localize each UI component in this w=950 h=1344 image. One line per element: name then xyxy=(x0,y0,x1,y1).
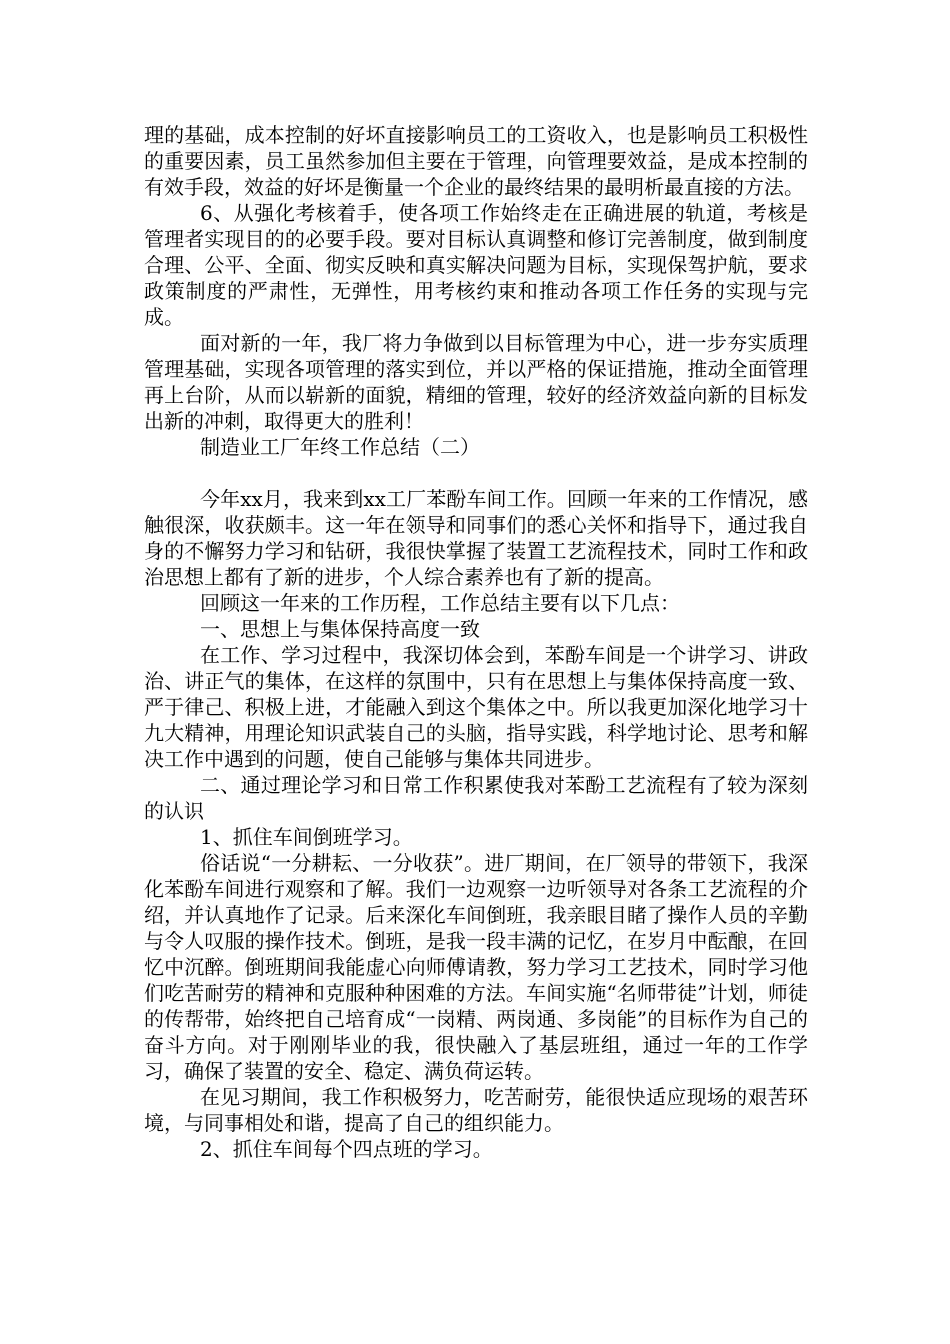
paragraph-intro: 今年xx月，我来到xx工厂苯酚车间工作。回顾一年来的工作情况，感触很深，收获颇丰。这一年在领导和同事们的悉心关怀和指导下，通过我自身的不懈努力学习和钻研，我很快掌握了装置工艺流程技术，同时工作和政治思想上都有了新的进步，个人综合素养也有了新的提高。 xyxy=(144,487,808,589)
document-page xyxy=(144,122,808,1162)
paragraph-shift-learning: 俗话说“一分耕耘、一分收获”。进厂期间，在厂领导的带领下，我深化苯酚车间进行观察和了解。我们一边观察一边听领导对各条工艺流程的介绍，并认真地作了记录。后来深化车间倒班，我亲眼目睹了操作人员的辛勤与令人叹服的操作技术。倒班，是我一段丰满的记忆，在岁月中酝酿，在回忆中沉醉。倒班期间我能虚心向师傅请教，努力学习工艺技术，同时学习他们吃苦耐劳的精神和克服种种困难的方法。车间实施“名师带徒”计划，师徒的传帮带，始终把自己培育成“一岗精、两岗通、多岗能”的目标作为自己的奋斗方向。对于刚刚毕业的我，很快融入了基层班组，通过一年的工作学习，确保了装置的安全、稳定、满负荷运转。 xyxy=(144,851,808,1083)
paragraph-thought-alignment: 在工作、学习过程中，我深切体会到，苯酚车间是一个讲学习、讲政治、讲正气的集体，在这样的氛围中，只有在思想上与集体保持高度一致、严于律己、积极上进，才能融入到这个集体之中。所以我更加深化地学习十九大精神，用理论知识武装自己的头脑，指导实践，科学地讨论、思考和解决工作中遇到的问题，使自己能够与集体共同进步。 xyxy=(144,643,808,771)
section-title-part-two: 制造业工厂年终工作总结（二） xyxy=(200,435,480,459)
paragraph-item-6-assessment: 6、从强化考核着手，使各项工作始终走在正确进展的轨道，考核是管理者实现目的的必要手段。要对目标认真调整和修订完善制度，做到制度合理、公平、全面、彻实反映和真实解决问题为目标，实现保驾护航，要求政策制度的严肃性，无弹性，用考核约束和推动各项工作任务的实现与完成。 xyxy=(144,201,808,329)
heading-point-two: 二、通过理论学习和日常工作积累使我对苯酚工艺流程有了较为深刻的认识 xyxy=(144,773,808,823)
paragraph-internship: 在见习期间，我工作积极努力，吃苦耐劳，能很快适应现场的艰苦环境，与同事相处和谐，提高了自己的组织能力。 xyxy=(144,1085,808,1135)
heading-point-one: 一、思想上与集体保持高度一致 xyxy=(200,617,480,641)
paragraph-review-lead: 回顾这一年来的工作历程，工作总结主要有以下几点： xyxy=(200,591,680,615)
heading-subpoint-1: 1、抓住车间倒班学习。 xyxy=(200,825,413,849)
blank-line xyxy=(144,460,808,486)
paragraph-cost-control-continued: 理的基础，成本控制的好坏直接影响员工的工资收入，也是影响员工积极性的重要因素，员工虽然参加但主要在于管理，向管理要效益，是成本控制的有效手段，效益的好坏是衡量一个企业的最终结果的最明析最直接的方法。 xyxy=(144,123,808,199)
heading-subpoint-2: 2、抓住车间每个四点班的学习。 xyxy=(200,1137,493,1161)
paragraph-new-year-outlook: 面对新的一年，我厂将力争做到以目标管理为中心，进一步夯实质理管理基础，实现各项管理的落实到位，并以严格的保证措施，推动全面管理再上台阶，从而以崭新的面貌，精细的管理，较好的经济效益向新的目标发出新的冲刺，取得更大的胜利！ xyxy=(144,331,808,433)
